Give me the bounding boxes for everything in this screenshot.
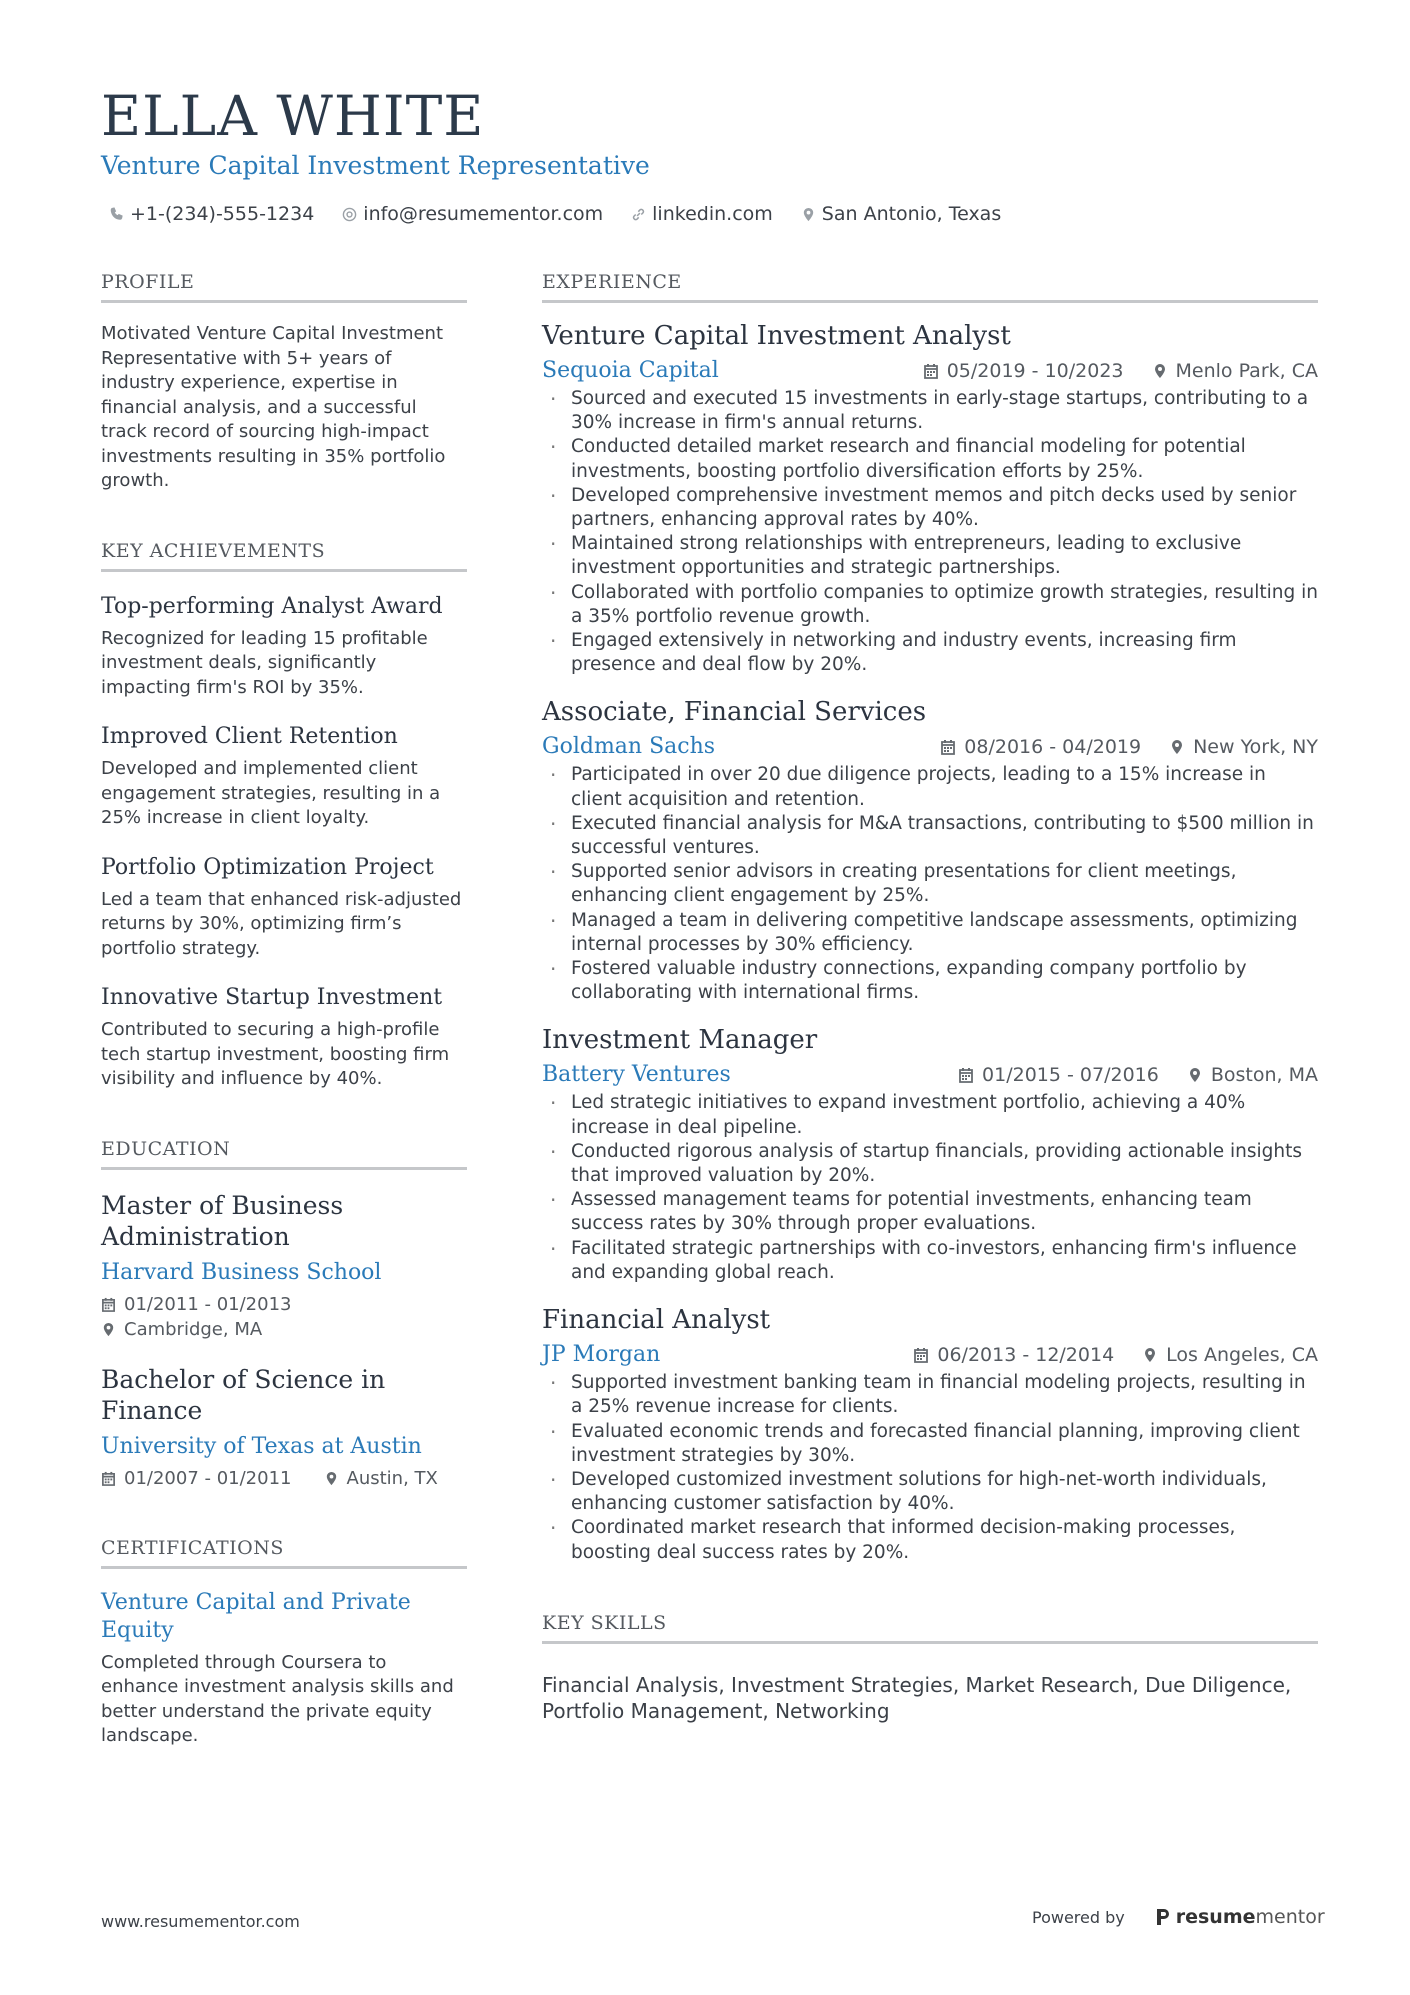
achievement-item: [101, 853, 467, 962]
job-subheader: [542, 1340, 1318, 1370]
contact-email[interactable]: [342, 202, 603, 226]
contact-phone[interactable]: [109, 202, 314, 226]
email-text: info@resumementor.com: [363, 203, 604, 225]
bullet-item: · Collaborated with portfolio companies to optimize growth strategies, resulting in a 35% portfolio revenue growth.: [542, 581, 1318, 629]
contact-bar: [109, 202, 1321, 226]
phone-text: +1-(234)-555-1234: [130, 203, 315, 225]
job-dates: [958, 1064, 1159, 1086]
edu-dates: [101, 1292, 467, 1317]
job-meta: [913, 1344, 1318, 1366]
achievement-item: [101, 592, 467, 701]
bullet-item: · Supported senior advisors in creating presentations for client meetings, enhancing client engagement by 25%.: [542, 860, 1318, 908]
job-meta: [923, 360, 1318, 382]
education-heading: EDUCATION: [101, 1137, 467, 1170]
achievement-item: [101, 983, 467, 1092]
edu-dates-text: 01/2011 - 01/2013: [124, 1293, 292, 1315]
job-dates: [940, 736, 1141, 758]
edu-location: [324, 1466, 438, 1491]
bullet-item: · Developed comprehensive investment memos and pitch decks used by senior partners, enhancing approval rates by 40%.: [542, 484, 1318, 532]
job-meta: [940, 736, 1318, 758]
job-subheader: [542, 732, 1318, 762]
job-meta: [958, 1064, 1318, 1086]
bullet-item: · Led strategic initiatives to expand investment portfolio, achieving a 40% increase in deal pipeline.: [542, 1091, 1318, 1139]
job-dates-text: 08/2016 - 04/2019: [964, 736, 1142, 759]
bullet-item: · Evaluated economic trends and forecasted financial planning, improving client investment strategies by 30%.: [542, 1420, 1318, 1468]
bullet-item: · Executed financial analysis for M&A transactions, contributing to $500 million in successful ventures.: [542, 812, 1318, 860]
bullet-item: · Sourced and executed 15 investments in early-stage startups, contributing to a 30% increase in firm's annual returns.: [542, 387, 1318, 435]
calendar-icon: [923, 363, 939, 379]
bullet-item: · Facilitated strategic partnerships with co-investors, enhancing firm's influence and expanding global reach.: [542, 1237, 1318, 1285]
job-subheader: [542, 356, 1318, 386]
job-entry: [542, 695, 1318, 1005]
achievement-title: Innovative Startup Investment: [101, 985, 443, 1010]
calendar-icon: [940, 739, 956, 755]
experience-section: [542, 270, 1318, 1565]
map-pin-icon: [1169, 739, 1185, 755]
bullet-item: · Assessed management teams for potential investments, enhancing team success rates by 30% through proper evaluations.: [542, 1188, 1318, 1236]
left-column: [101, 270, 467, 1749]
achievement-item: [101, 722, 467, 831]
brand-light: mentor: [1255, 1906, 1325, 1928]
contact-location: [801, 202, 1001, 226]
bullet-item: · Maintained strong relationships with entrepreneurs, leading to exclusive investment opportunities and strategic partnerships.: [542, 532, 1318, 580]
calendar-icon: [913, 1347, 929, 1363]
bullet-item: · Conducted detailed market research and financial modeling for potential investments, boosting portfolio diversification efforts by 25%.: [542, 435, 1318, 483]
right-column: [542, 270, 1318, 1724]
achievement-title: Top-performing Analyst Award: [101, 593, 443, 619]
company-name: Sequoia Capital: [542, 358, 719, 383]
brand-bold: resume: [1175, 1906, 1256, 1928]
achievement-text: Contributed to securing a high-profile tech startup investment, boosting firm visibility and influence by 40%.: [101, 1019, 450, 1089]
achievement-title: Portfolio Optimization Project: [101, 854, 434, 880]
certification-title: Venture Capital and Private Equity: [101, 1589, 411, 1643]
job-entry: [542, 1303, 1318, 1565]
job-location-text: Menlo Park, CA: [1175, 360, 1318, 382]
calendar-icon: [958, 1067, 974, 1083]
job-location: [1169, 736, 1318, 758]
job-subheader: [542, 1060, 1318, 1090]
job-location: [1152, 360, 1318, 382]
bullet-item: · Coordinated market research that informed decision-making processes, boosting deal success rates by 20%.: [542, 1516, 1318, 1564]
map-pin-icon: [1152, 363, 1168, 379]
job-title: Associate, Financial Services: [542, 697, 927, 728]
footer-website[interactable]: www.resumementor.com: [101, 1912, 300, 1931]
certifications-section: [101, 1536, 467, 1749]
job-title: Financial Analyst: [542, 1305, 771, 1336]
job-entry: [542, 319, 1318, 677]
map-pin-icon: [801, 207, 816, 222]
job-title: Investment Manager: [542, 1025, 818, 1056]
calendar-icon: [101, 1297, 116, 1312]
bullet-item: · Supported investment banking team in financial modeling projects, resulting in a 25% revenue increase for clients.: [542, 1371, 1318, 1419]
job-entry: [542, 1023, 1318, 1285]
certification-text: Completed through Coursera to enhance investment analysis skills and better understand the private equity landscape.: [101, 1651, 454, 1746]
achievements-heading: KEY ACHIEVEMENTS: [101, 539, 467, 572]
location-text: San Antonio, Texas: [821, 203, 1002, 225]
edu-dates-text: 01/2007 - 01/2011: [124, 1467, 292, 1489]
job-location: [1142, 1344, 1318, 1366]
skills-heading: KEY SKILLS: [542, 1611, 1318, 1644]
company-name: JP Morgan: [542, 1342, 661, 1368]
powered-by-label: Powered by: [1032, 1907, 1125, 1927]
experience-heading: EXPERIENCE: [542, 270, 1318, 303]
candidate-name: ELLA WHITE: [101, 84, 485, 148]
job-dates-text: 05/2019 - 10/2023: [946, 360, 1124, 382]
job-location: [1187, 1064, 1318, 1086]
education-section: [101, 1137, 467, 1491]
school-name: University of Texas at Austin: [101, 1433, 422, 1459]
company-name: Goldman Sachs: [542, 734, 716, 760]
bullet-item: · Conducted rigorous analysis of startup financials, providing actionable insights that improved valuation by 20%.: [542, 1140, 1318, 1188]
contact-linkedin[interactable]: [631, 202, 773, 226]
profile-section: [101, 270, 467, 494]
map-pin-icon: [1187, 1067, 1203, 1083]
achievement-text: Recognized for leading 15 profitable investment deals, significantly impacting firm's ROI by 35%.: [101, 627, 428, 698]
job-bullets: [542, 1371, 1318, 1565]
map-pin-icon: [324, 1471, 339, 1486]
achievements-section: [101, 539, 467, 1092]
achievement-title: Improved Client Retention: [101, 724, 398, 749]
job-dates: [913, 1344, 1114, 1366]
skills-text: Financial Analysis, Investment Strategies, Market Research, Due Diligence, Portfolio Management, Networking: [542, 1672, 1292, 1723]
edu-dates: [101, 1466, 292, 1491]
bullet-item: · Engaged extensively in networking and industry events, increasing firm presence and deal flow by 20%.: [542, 629, 1318, 677]
edu-location: [101, 1317, 467, 1342]
at-icon: [342, 207, 357, 222]
job-bullets: [542, 387, 1318, 677]
skills-section: [542, 1611, 1318, 1724]
map-pin-icon: [101, 1322, 116, 1337]
profile-heading: PROFILE: [101, 270, 467, 303]
education-item: [101, 1190, 467, 1342]
job-dates-text: 06/2013 - 12/2014: [937, 1344, 1115, 1367]
school-name: Harvard Business School: [101, 1259, 382, 1285]
bullet-item: · Participated in over 20 due diligence projects, leading to a 15% increase in client acquisition and retention.: [542, 763, 1318, 811]
certification-item: [101, 1589, 467, 1749]
bullet-item: · Fostered valuable industry connections, expanding company portfolio by collaborating with international firms.: [542, 957, 1318, 1005]
map-pin-icon: [1142, 1347, 1158, 1363]
phone-icon: [109, 207, 124, 222]
degree-title: Bachelor of Science in Finance: [101, 1364, 386, 1425]
resumementor-logo-icon: [1155, 1907, 1171, 1927]
calendar-icon: [101, 1471, 116, 1486]
job-location-text: Boston, MA: [1210, 1064, 1318, 1087]
degree-title: Master of Business Administration: [101, 1190, 344, 1251]
resume-header: [101, 84, 1321, 226]
achievement-text: Developed and implemented client engagement strategies, resulting in a 25% increase in client loyalty.: [101, 758, 441, 828]
edu-location-text: Cambridge, MA: [124, 1318, 263, 1340]
job-dates: [923, 360, 1124, 382]
brand-logo[interactable]: [1155, 1906, 1325, 1928]
job-bullets: [542, 1091, 1318, 1285]
achievement-text: Led a team that enhanced risk-adjusted returns by 30%, optimizing firm’s portfolio strategy.: [101, 888, 462, 959]
job-title: Venture Capital Investment Analyst: [542, 321, 1011, 351]
certifications-heading: CERTIFICATIONS: [101, 1536, 467, 1569]
bullet-item: · Developed customized investment solutions for high-net-worth individuals, enhancing customer satisfaction by 40%.: [542, 1468, 1318, 1516]
education-item: [101, 1364, 467, 1491]
linkedin-text: linkedin.com: [652, 203, 773, 225]
job-location-text: New York, NY: [1193, 736, 1318, 759]
edu-location-text: Austin, TX: [346, 1467, 438, 1489]
job-bullets: [542, 763, 1318, 1005]
job-location-text: Los Angeles, CA: [1166, 1344, 1318, 1367]
job-dates-text: 01/2015 - 07/2016: [982, 1064, 1159, 1087]
profile-text: Motivated Venture Capital Investment Representative with 5+ years of industry experience, expertise in financial analysis, and a successful track record of sourcing high-impact investments resulting in 35% portfolio growth.: [101, 323, 446, 491]
candidate-role: Venture Capital Investment Representative: [101, 151, 650, 180]
footer-branding: [1032, 1906, 1325, 1928]
link-icon: [631, 207, 646, 222]
bullet-item: · Managed a team in delivering competitive landscape assessments, optimizing internal processes by 30% efficiency.: [542, 909, 1318, 957]
edu-meta: [101, 1466, 467, 1491]
company-name: Battery Ventures: [542, 1062, 731, 1088]
